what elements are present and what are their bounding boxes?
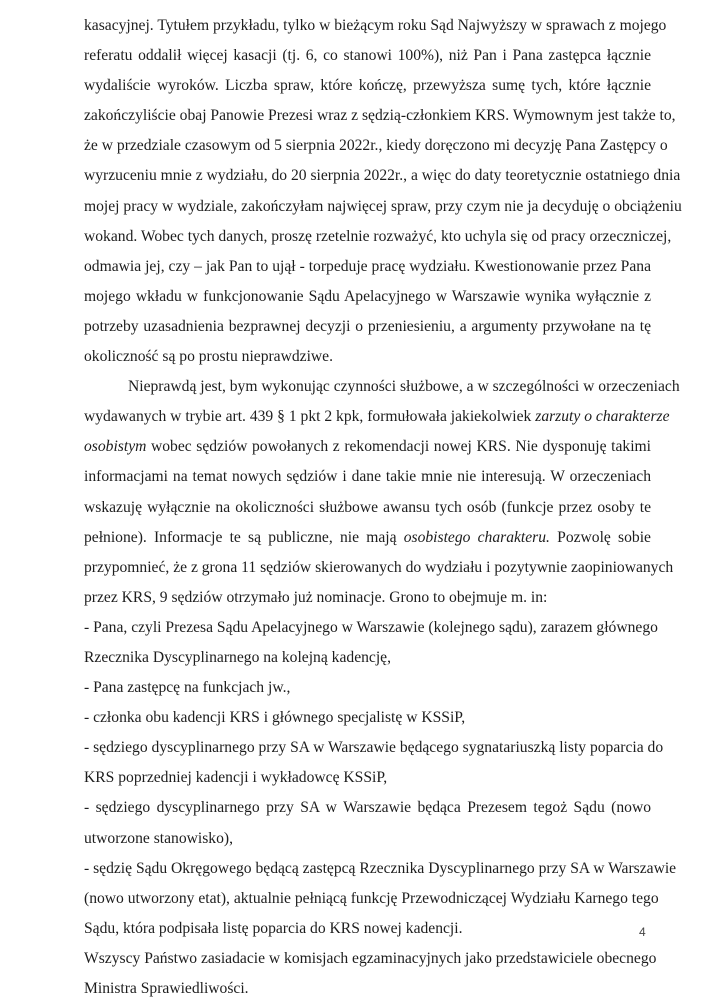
text-line: Ministra Sprawiedliwości.: [84, 980, 249, 997]
text-line: mojego wkładu w funkcjonowanie Sądu Apelacyjnego w Warszawie wynika wyłącznie z: [84, 287, 651, 305]
text-line: - sędzię Sądu Okręgowego będącą zastępcą Rzecznika Dyscyplinarnego przy SA w Warszawie: [84, 859, 677, 877]
text-segment: wydawanych w trybie art. 439 § 1 pkt 2 kpk, formułowała jakiekolwiek: [84, 408, 536, 426]
text-line: wyrzuceniu mnie z wydziału, do 20 sierpnia 2022r., a więc do daty teoretycznie ostatniego dnia: [84, 167, 681, 185]
text-line: utworzone stanowisko),: [84, 829, 233, 847]
text-line: Rzecznika Dyscyplinarnego na kolejną kadencję,: [84, 648, 391, 666]
text-line: potrzeby uzasadnienia bezprawnej decyzji o przeniesieniu, a argumenty przywołane na tę: [84, 317, 651, 335]
text-line: referatu oddalił więcej kasacji (tj. 6, co stanowi 100%), niż Pan i Pana zastępca łącznie: [84, 47, 651, 65]
text-line: wydaliście wyroków. Liczba spraw, które kończę, przewyższa sumę tych, które łącznie: [84, 77, 651, 95]
document-body: [84, 11, 682, 1004]
text-line: przypomnieć, że z grona 11 sędziów skierowanych do wydziału i pozytywnie zaopiniowanych: [84, 558, 674, 576]
text-line: [84, 432, 651, 462]
text-line: przez KRS, 9 sędziów otrzymało już nominacje. Grono to obejmuje m. in:: [84, 588, 548, 606]
text-line: - Pana zastępcę na funkcjach jw.,: [84, 679, 291, 697]
text-line: - członka obu kadencji KRS i głównego specjalistę w KSSiP,: [84, 709, 466, 727]
text-line: mojej pracy w wydziale, zakończyłam najwięcej spraw, przy czym nie ja decyduję o obciążeniu: [84, 197, 682, 215]
text-line: informacjami na temat nowych sędziów i dane takie mnie nie interesują. W orzeczeniach: [84, 468, 651, 486]
italic-emphasis: osobistego charakteru.: [403, 528, 550, 546]
text-line: - sędziego dyscyplinarnego przy SA w Warszawie będącego sygnatariuszką listy poparcia do: [84, 739, 664, 757]
text-segment: wobec sędziów powołanych z rekomendacji nowej KRS. Nie dysponuję takimi: [146, 438, 651, 456]
text-segment: pełnione). Informacje te są publiczne, nie mają: [84, 528, 404, 546]
text-line: odmawia jej, czy – jak Pan to ujął - torpeduje pracę wydziału. Kwestionowanie przez Pana: [84, 257, 651, 275]
text-line: okoliczność są po prostu nieprawdziwe.: [84, 348, 333, 366]
text-line: - Pana, czyli Prezesa Sądu Apelacyjnego w Warszawie (kolejnego sądu), zarazem głównego: [84, 618, 658, 636]
text-line: Nieprawdą jest, bym wykonując czynności służbowe, a w szczególności w orzeczeniach: [128, 378, 680, 396]
text-line: wokand. Wobec tych danych, proszę rzetelnie rozważyć, kto uchyla się od pracy orzeczniczej,: [84, 227, 672, 245]
text-segment: Pozwolę sobie: [549, 528, 651, 546]
text-line: Sądu, która podpisała listę poparcia do KRS nowej kadencji.: [84, 919, 463, 937]
text-line: Wszyscy Państwo zasiadacie w komisjach egzaminacyjnych jako przedstawiciele obecnego: [84, 949, 657, 967]
text-line: [84, 402, 670, 432]
text-line: [84, 523, 651, 553]
text-line: KRS poprzedniej kadencji i wykładowcę KSSiP,: [84, 769, 388, 787]
text-line: wskazuję wyłącznie na okoliczności służbowe awansu tych osób (funkcje przez osoby te: [84, 498, 651, 516]
italic-emphasis: osobistym: [84, 438, 147, 456]
text-line: że w przedziale czasowym od 5 sierpnia 2022r., kiedy doręczono mi decyzję Pana Zastępcy o: [84, 137, 668, 155]
page-number: 4: [639, 925, 646, 939]
text-line: kasacyjnej. Tytułem przykładu, tylko w bieżącym roku Sąd Najwyższy w sprawach z mojego: [84, 17, 667, 34]
italic-emphasis: zarzuty o charakterze: [535, 408, 670, 426]
text-line: - sędziego dyscyplinarnego przy SA w Warszawie będąca Prezesem tegoż Sądu (nowo: [84, 799, 651, 817]
text-line: (nowo utworzony etat), aktualnie pełniącą funkcję Przewodniczącej Wydziału Karnego tego: [84, 889, 659, 907]
text-line: zakończyliście obaj Panowie Prezesi wraz z sędzią-członkiem KRS. Wymownym jest także to,: [84, 107, 676, 125]
